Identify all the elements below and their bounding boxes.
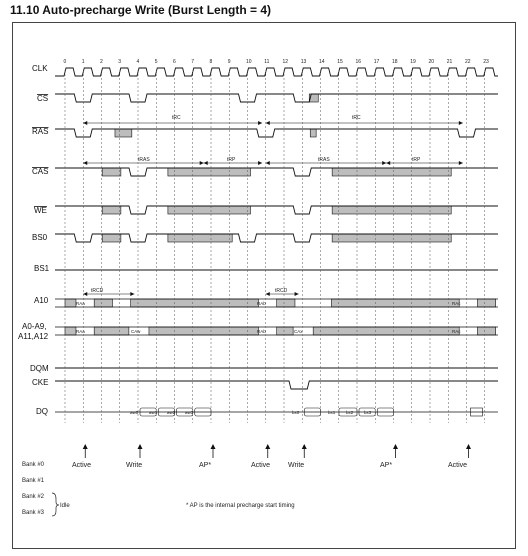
signal-label-addr-1: A0-A9, <box>22 322 47 331</box>
trcd-label-2: tRCD <box>275 288 288 294</box>
cke-waveform <box>55 381 498 389</box>
dq-label-bx3: bx3 <box>364 410 372 415</box>
cycle-number: 11 <box>264 59 270 65</box>
ras-dontcare <box>310 129 316 137</box>
bank-2-label: Bank #2 <box>22 494 45 500</box>
dq-label-bx2: bx2 <box>346 410 354 415</box>
cycle-number: 1 <box>81 59 85 65</box>
cycle-number: 13 <box>300 59 307 65</box>
addr-bus-segment <box>313 327 459 335</box>
bs0-dontcare <box>168 234 232 242</box>
bank-idle-label: Idle <box>60 503 70 509</box>
addr-bus-segment <box>94 327 129 335</box>
footnote: * AP is the internal precharge start timing <box>186 503 295 509</box>
addr-label-raa: RAa <box>76 329 85 334</box>
trc-label-1: tRC <box>172 115 181 121</box>
dq-label-aw2: aw2 <box>167 410 176 415</box>
addr-label-caw: CAw <box>131 329 141 334</box>
addr-label-rac: RAc <box>452 329 461 334</box>
signal-label-dqm: DQM <box>30 364 49 373</box>
cycle-number: 12 <box>282 59 289 65</box>
bank-1-label: Bank #1 <box>22 478 45 484</box>
signal-label-addr-2: A11,A12 <box>18 332 49 341</box>
signal-label-cke: CKE <box>32 378 49 387</box>
page-title: 11.10 Auto-precharge Write (Burst Length = 4) <box>10 3 272 17</box>
dq-label-aw1: aw1 <box>149 410 158 415</box>
clk-waveform <box>55 68 498 76</box>
cas-dontcare <box>168 168 251 176</box>
addr-label-cax: CAx <box>294 329 303 334</box>
signal-label-dq: DQ <box>36 407 48 416</box>
addr-bus-segment <box>277 327 293 335</box>
cs-waveform <box>55 94 498 102</box>
cycle-number: 9 <box>227 59 231 65</box>
signal-label-ras: RAS <box>32 127 49 136</box>
cycle-number: 23 <box>483 59 489 65</box>
a10-label-rab: RAb <box>257 301 266 306</box>
event-ap-2: AP* <box>380 462 393 469</box>
cycle-number: 20 <box>428 59 435 65</box>
signal-label-clk: CLK <box>32 64 48 73</box>
ras-dontcare <box>115 129 132 137</box>
trcd-label-1: tRCD <box>91 288 104 294</box>
signal-label-bs0: BS0 <box>32 233 48 242</box>
addr-bus-segment <box>477 327 495 335</box>
a10-bus-segment <box>277 299 295 307</box>
cycle-number: 16 <box>355 59 362 65</box>
cycle-number: 17 <box>373 59 380 65</box>
a10-bus-segment <box>131 299 259 307</box>
a10-bus-segment <box>94 299 112 307</box>
cycle-number: 7 <box>191 59 195 65</box>
cycle-number: 19 <box>410 59 416 65</box>
cycle-number: 18 <box>392 59 398 65</box>
cycle-number: 10 <box>246 59 252 65</box>
cycle-number: 2 <box>100 59 103 65</box>
addr-bus-segment <box>65 327 76 335</box>
idle-brace <box>52 493 59 516</box>
a10-bus-segment <box>331 299 459 307</box>
we-dontcare <box>102 206 121 214</box>
signal-label-cs: CS <box>37 94 49 103</box>
dq-label-aw3: aw3 <box>185 410 194 415</box>
we-dontcare <box>168 206 251 214</box>
a10-label-raa: RAa <box>76 301 85 306</box>
bs0-dontcare <box>332 234 451 242</box>
cycle-number: 0 <box>63 59 67 65</box>
cycle-number: 6 <box>173 59 176 65</box>
cycle-number: 22 <box>465 59 471 65</box>
cycle-number: 15 <box>337 59 343 65</box>
cycle-number: 21 <box>446 59 453 65</box>
cas-dontcare <box>102 168 121 176</box>
event-active-3: Active <box>448 462 468 469</box>
dq-label-bx0: bx0 <box>292 410 300 415</box>
dq-label-bx1: bx1 <box>328 410 336 415</box>
addr-label-rab: RAb <box>257 329 266 334</box>
event-write-2: Write <box>288 462 305 469</box>
tras-label-1: tRAS <box>138 157 150 163</box>
bank-0-label: Bank #0 <box>22 462 45 468</box>
bank-3-label: Bank #3 <box>22 510 45 516</box>
signal-label-cas: CAS <box>32 167 49 176</box>
cycle-number: 8 <box>209 59 213 65</box>
cycle-number: 5 <box>154 59 158 65</box>
cycle-number: 3 <box>118 59 122 65</box>
trp-label-2: tRP <box>412 157 421 163</box>
event-active-2: Active <box>251 462 271 469</box>
cycle-number: 14 <box>319 59 325 65</box>
bs0-dontcare <box>102 234 121 242</box>
a10-bus-segment <box>477 299 495 307</box>
event-ap-1: AP* <box>199 462 212 469</box>
we-dontcare <box>332 206 451 214</box>
trc-label-2: tRC <box>352 115 361 121</box>
trp-label-1: tRP <box>227 157 236 163</box>
signal-label-a10: A10 <box>34 296 49 305</box>
event-write-1: Write <box>126 462 143 469</box>
a10-bus-segment <box>65 299 76 307</box>
addr-bus-segment <box>149 327 259 335</box>
cas-dontcare <box>332 168 451 176</box>
cycle-number: 4 <box>136 59 140 65</box>
dq-label-aw0: aw0 <box>130 410 139 415</box>
signal-label-bs1: BS1 <box>34 264 50 273</box>
event-active-1: Active <box>72 462 92 469</box>
signal-label-we: WE <box>34 206 47 215</box>
tras-label-2: tRAS <box>318 157 330 163</box>
a10-label-rac: RAc <box>452 301 461 306</box>
